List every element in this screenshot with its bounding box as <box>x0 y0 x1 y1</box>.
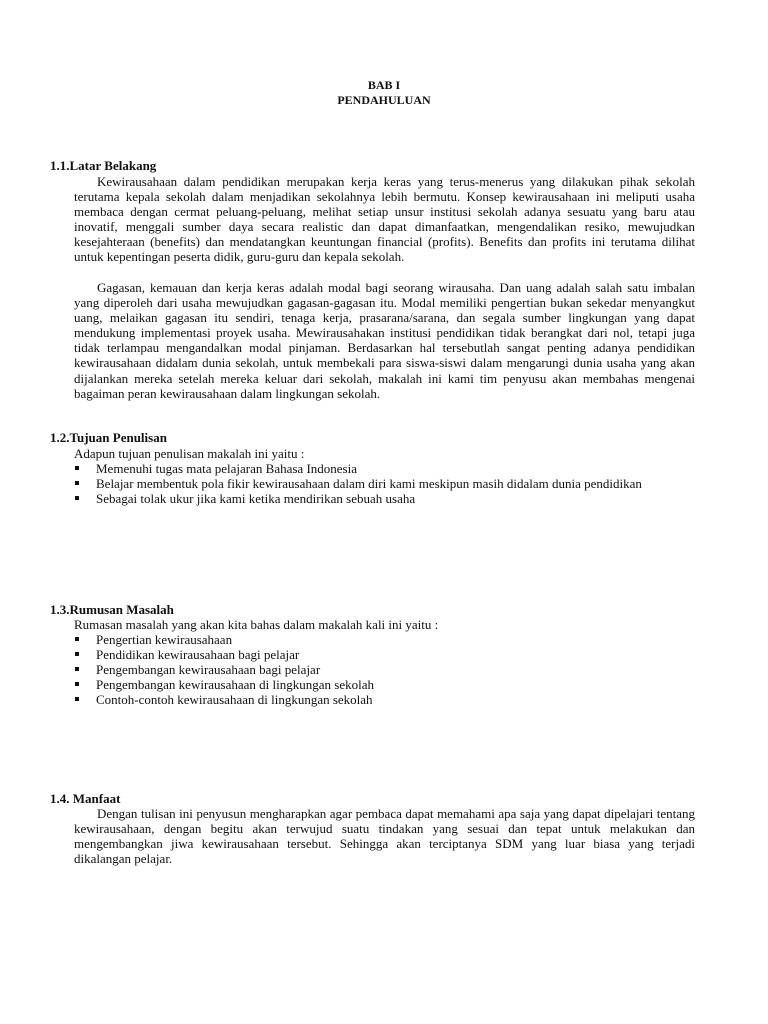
paragraph-latar-1 <box>74 174 695 265</box>
list-item-text: Sebagai tolak ukur jika kami ketika mendirikan sebuah usaha <box>96 491 416 506</box>
section-heading-tujuan-penulisan: 1.2.Tujuan Penulisan <box>50 430 167 445</box>
bullet-square-icon <box>75 496 79 500</box>
list-item-text: Pengembangan kewirausahaan bagi pelajar <box>96 662 321 677</box>
bullet-square-icon <box>75 667 79 671</box>
section-heading-latar-belakang: 1.1.Latar Belakang <box>50 158 157 173</box>
bullet-square-icon <box>75 697 79 701</box>
bullet-square-icon <box>75 652 79 656</box>
rumusan-intro: Rumasan masalah yang akan kita bahas dalam makalah kali ini yaitu : <box>74 617 439 632</box>
list-item <box>74 476 695 491</box>
list-item-text: Pengembangan kewirausahaan di lingkungan sekolah <box>96 677 374 692</box>
list-item-text: Pendidikan kewirausahaan bagi pelajar <box>96 647 300 662</box>
list-item-text: Belajar membentuk pola fikir kewirausahaan dalam diri kami meskipun masih didalam dunia pendidikan <box>96 476 642 491</box>
list-item <box>74 461 695 476</box>
list-item <box>74 647 695 662</box>
chapter-title: PENDAHULUAN <box>337 93 431 107</box>
list-item <box>74 677 695 692</box>
bullet-square-icon <box>75 637 79 641</box>
list-item <box>74 491 695 506</box>
chapter-number: BAB I <box>367 78 401 92</box>
section-heading-manfaat: 1.4. Manfaat <box>50 791 121 806</box>
paragraph-latar-1-text: Kewirausahaan dalam pendidikan merupakan kerja keras yang terus-menerus yang dilakukan pihak sekolah terutama kepala sekolah dalam menjadikan sekolahnya lebih bermutu. Konsep kewirausahaan ini meliputi usaha membaca dengan cermat peluang-peluang, melihat setiap unsur institusi sekolah adanya sesuatu yang baru atau inovatif, menggali sumber daya secara realistic dan dapat dimanfaatkan, mengendalikan resiko, mewujudkan kesejahteraan (benefits) dan mendatangkan keuntungan financial (profits). Benefits dan profits ini terutama dilihat untuk kepentingan peserta didik, guru-guru dan kepala sekolah. <box>74 174 695 265</box>
list-item-text: Memenuhi tugas mata pelajaran Bahasa Indonesia <box>96 461 357 476</box>
rumusan-list <box>74 632 695 707</box>
section-heading-rumusan-masalah: 1.3.Rumusan Masalah <box>50 602 174 617</box>
paragraph-latar-2-text: Gagasan, kemauan dan kerja keras adalah modal bagi seorang wirausaha. Dan uang adalah salah satu imbalan yang diperoleh dari usaha mewujudkan gagasan-gagasan itu. Modal memiliki pengertian bukan sekedar menyangkut uang, melaikan gagasan itu sendiri, tenaga kerja, prasarana/sarana, dan segala sumber lingkungan yang dapat mendukung implementasi proyek usaha. Mewirausahakan institusi pendidikan tidak berangkat dari nol, tetapi juga tidak terlampau mengandalkan modal pinjaman. Berdasarkan hal tersebutlah sangat penting adanya pendidikan kewirausahaan didalam dunia sekolah, untuk membekali para siswa-siswi dalam mengarungi dunia usaha yang akan dijalankan mereka setelah mereka keluar dari sekolah, makalah ini kami tim penyusu akan membahas mengenai bagaiman peran kewirausahaan dalam lingkungan sekolah. <box>74 280 695 401</box>
tujuan-list <box>74 461 695 506</box>
paragraph-manfaat-text: Dengan tulisan ini penyusun mengharapkan agar pembaca dapat memahami apa saja yang dapat dipelajari tentang kewirausahaan, dengan begitu akan terwujud suatu tindakan yang sesuai dan tepat untuk melakukan dan mengembangkan jiwa kewirausahaan tersebut. Sehingga akan terciptanya SDM yang luar biasa yang terjadi dikalangan pelajar. <box>74 806 695 867</box>
list-item-text: Pengertian kewirausahaan <box>96 632 233 647</box>
bullet-square-icon <box>75 466 79 470</box>
paragraph-manfaat <box>74 806 695 866</box>
list-item <box>74 692 695 707</box>
bullet-square-icon <box>75 481 79 485</box>
paragraph-latar-2 <box>74 280 695 401</box>
tujuan-intro: Adapun tujuan penulisan makalah ini yaitu : <box>74 446 305 461</box>
list-item <box>74 632 695 647</box>
list-item-text: Contoh-contoh kewirausahaan di lingkungan sekolah <box>96 692 373 707</box>
list-item <box>74 662 695 677</box>
bullet-square-icon <box>75 682 79 686</box>
